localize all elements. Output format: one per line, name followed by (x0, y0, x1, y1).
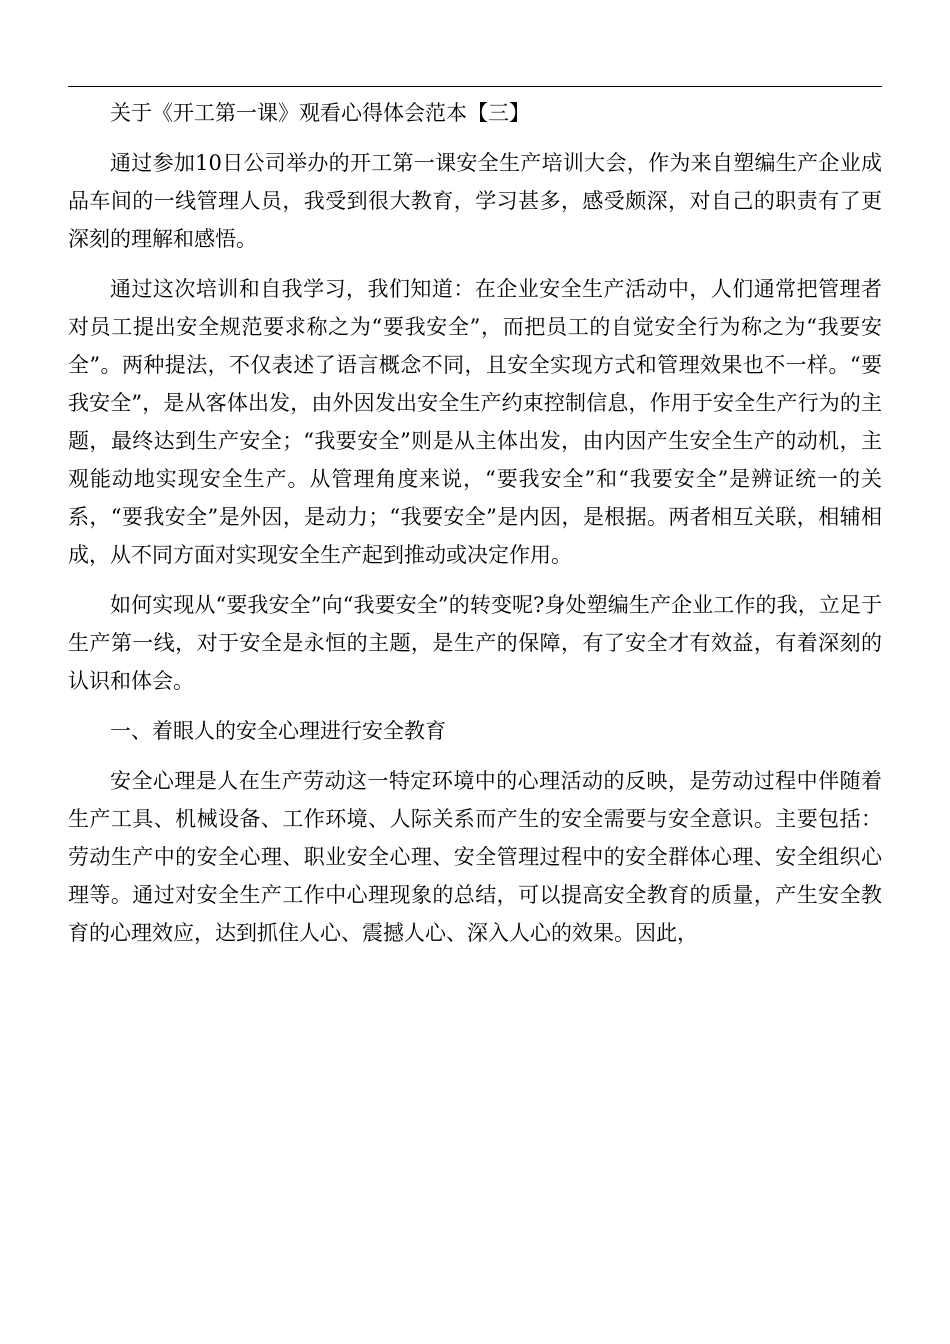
document-title: 关于《开工第一课》观看心得体会范本【三】 (110, 101, 530, 125)
header-rule (68, 86, 882, 87)
paragraph-2: 通过这次培训和自我学习，我们知道：在企业安全生产活动中，人们通常把管理者对员工提出安全规范要求称之为“要我安全”，而把员工的自觉安全行为称之为“我要安全”。两种提法，不仅表述了语言概念不同，且安全实现方式和管理效果也不一样。“要我安全”，是从客体出发，由外因发出安全生产约束控制信息，作用于安全生产行为的主题，最终达到生产安全；“我要安全”则是从主体出发，由内因产生安全生产的动机，主观能动地实现安全生产。从管理角度来说，“要我安全”和“我要安全”是辨证统一的关系，“要我安全”是外因，是动力；“我要安全”是内因，是根据。两者相互关联，相辅相成，从不同方面对实现安全生产起到推动或决定作用。 (68, 277, 882, 567)
document-body (68, 94, 882, 952)
paragraph-1: 通过参加10日公司举办的开工第一课安全生产培训大会，作为来自塑编生产企业成品车间的一线管理人员，我受到很大教育，学习甚多，感受颇深，对自己的职责有了更深刻的理解和感悟。 (68, 151, 882, 251)
paragraph-4: 安全心理是人在生产劳动这一特定环境中的心理活动的反映，是劳动过程中伴随着生产工具、机械设备、工作环境、人际关系而产生的安全需要与安全意识。主要包括：劳动生产中的安全心理、职业安全心理、安全管理过程中的安全群体心理、安全组织心理等。通过对安全生产工作中心理现象的总结，可以提高安全教育的质量，产生安全教育的心理效应，达到抓住人心、震撼人心、深入人心的效果。因此， (68, 769, 882, 945)
section-heading-1: 一、着眼人的安全心理进行安全教育 (110, 719, 446, 743)
paragraph-3: 如何实现从“要我安全”向“我要安全”的转变呢?身处塑编生产企业工作的我，立足于生产第一线，对于安全是永恒的主题，是生产的保障，有了安全才有效益，有着深刻的认识和体会。 (68, 593, 882, 693)
